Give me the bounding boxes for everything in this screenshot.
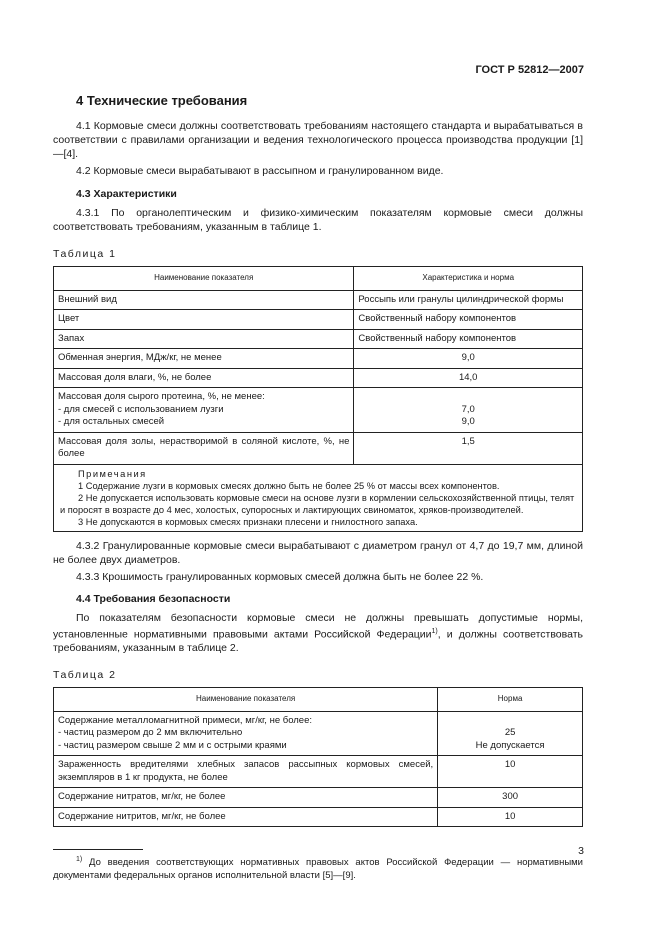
table-row <box>54 290 583 310</box>
paragraph-4-3-2: 4.3.2 Гранулированные кормовые смеси вырабатывают с диаметром гранул от 4,7 до 19,7 мм, длиной не более двух диаметров. <box>53 539 583 566</box>
page-number: 3 <box>578 845 584 857</box>
notes-title: Примечания <box>78 468 147 479</box>
protein-value-2: 9,0 <box>461 416 475 427</box>
protein-line-1: Массовая доля сырого протеина, %, не менее: <box>58 391 265 402</box>
table-row <box>54 432 583 464</box>
metal-line-3: - частиц размером свыше 2 мм и с острыми краями <box>58 739 287 751</box>
footnote-text: До введения соответствующих нормативных правовых актов Российской Федерации — нормативными документами федеральных органов исполнительной власти [5]—[9]. <box>53 857 583 881</box>
protein-line-3: - для остальных смесей <box>58 416 165 427</box>
table-2-col-name: Наименование показателя <box>54 688 438 712</box>
row-name: Массовая доля влаги, %, не более <box>54 368 354 388</box>
note-3: 3 Не допускаются в кормовых смесях признаки плесени и гнилостного запаха. <box>78 516 418 527</box>
paragraph-4-4-a: По показателям безопасности кормовые смеси не должны превышать допустимые нормы, установленные нормативными правовыми актами Российской Федерации <box>53 611 583 640</box>
row-value: 10 <box>438 756 583 788</box>
row-value: Россыпь или гранулы цилиндрической формы <box>354 290 583 310</box>
paragraph-4-4-b: , и должны соответствовать требованиям, указанным в таблице 2. <box>53 628 583 654</box>
paragraph-4-3-1: 4.3.1 По органолептическим и физико-химическим показателям кормовые смеси должны соответствовать требованиям, указанным в таблице 1. <box>53 207 583 233</box>
page-content <box>53 90 583 882</box>
paragraph-4-3-3: 4.3.3 Крошимость гранулированных кормовых смесей должна быть не более 22 %. <box>76 570 484 583</box>
paragraph-4-1: 4.1 Кормовые смеси должны соответствовать требованиям настоящего стандарта и вырабатываться в соответствии с правилами организации и ведения технологического процесса производства продукции [1]—[4]. <box>53 120 583 160</box>
table-row <box>54 349 583 369</box>
table-row <box>54 368 583 388</box>
row-name: Цвет <box>54 310 354 330</box>
row-value: 300 <box>438 788 583 808</box>
metal-line-2: - частиц размером до 2 мм включительно <box>58 727 243 738</box>
row-name: Содержание нитратов, мг/кг, не более <box>54 788 438 808</box>
section-4-4-title: 4.4 Требования безопасности <box>76 592 231 605</box>
table-2-caption: Таблица 2 <box>53 669 117 681</box>
row-name: Содержание нитритов, мг/кг, не более <box>54 807 438 827</box>
row-value: 10 <box>438 807 583 827</box>
footnote <box>53 854 583 882</box>
row-value: 9,0 <box>354 349 583 369</box>
table-2-col-value: Норма <box>438 688 583 712</box>
row-value <box>354 388 583 433</box>
row-name <box>54 711 438 756</box>
row-name <box>54 388 354 433</box>
section-4-3-title: 4.3 Характеристики <box>76 188 177 200</box>
footnote-ref: 1) <box>431 627 438 635</box>
row-value: Свойственный набору компонентов <box>354 310 583 330</box>
row-value: 14,0 <box>354 368 583 388</box>
table-row-metal <box>54 711 583 756</box>
table-row <box>54 310 583 330</box>
table-row-protein <box>54 388 583 433</box>
footnote-mark: 1) <box>76 856 83 863</box>
table-row <box>54 329 583 349</box>
table-1-header <box>54 267 583 291</box>
table-2 <box>53 687 583 827</box>
paragraph-4-4 <box>53 611 583 656</box>
table-row <box>54 788 583 808</box>
row-name: Внешний вид <box>54 290 354 310</box>
table-1-notes <box>54 464 583 531</box>
table-1-col-name: Наименование показателя <box>54 267 354 291</box>
standard-number: ГОСТ Р 52812—2007 <box>475 64 584 76</box>
table-1 <box>53 266 583 532</box>
table-1-col-value: Характеристика и норма <box>354 267 583 291</box>
table-1-caption: Таблица 1 <box>53 248 117 260</box>
metal-value-1: 25 <box>504 727 516 738</box>
metal-line-1: Содержание металломагнитной примеси, мг/кг, не более: <box>58 714 313 726</box>
protein-value-1: 7,0 <box>461 403 475 415</box>
row-value <box>438 711 583 756</box>
note-2: 2 Не допускается использовать кормовые смеси на основе лузги в кормлении сельскохозяйственной птицы, телят и поросят в возрасте до 4 мес, холостых, супоросных и лактирующих свиноматок, хряков-производителей. <box>60 492 575 515</box>
paragraph-4-2: 4.2 Кормовые смеси вырабатывают в рассыпном и гранулированном виде. <box>76 165 444 177</box>
row-value: 1,5 <box>354 432 583 464</box>
row-value: Свойственный набору компонентов <box>354 329 583 349</box>
table-2-header <box>54 688 583 712</box>
note-1: 1 Содержание лузги в кормовых смесях должно быть не более 25 % от массы всех компонентов. <box>78 480 500 491</box>
footnote-divider <box>53 849 143 850</box>
table-row <box>54 756 583 788</box>
section-4-title: 4 Технические требования <box>76 93 248 108</box>
table-row <box>54 807 583 827</box>
row-name: Зараженность вредителями хлебных запасов рассыпных кормовых смесей, экземпляров в 1 кг продукта, не более <box>54 756 438 788</box>
metal-value-2: Не допускается <box>475 739 545 751</box>
row-name: Обменная энергия, МДж/кг, не менее <box>54 349 354 369</box>
protein-line-2: - для смесей с использованием лузги <box>58 403 224 415</box>
row-name: Массовая доля золы, нерастворимой в соляной кислоте, %, не более <box>54 432 354 464</box>
row-name: Запах <box>54 329 354 349</box>
